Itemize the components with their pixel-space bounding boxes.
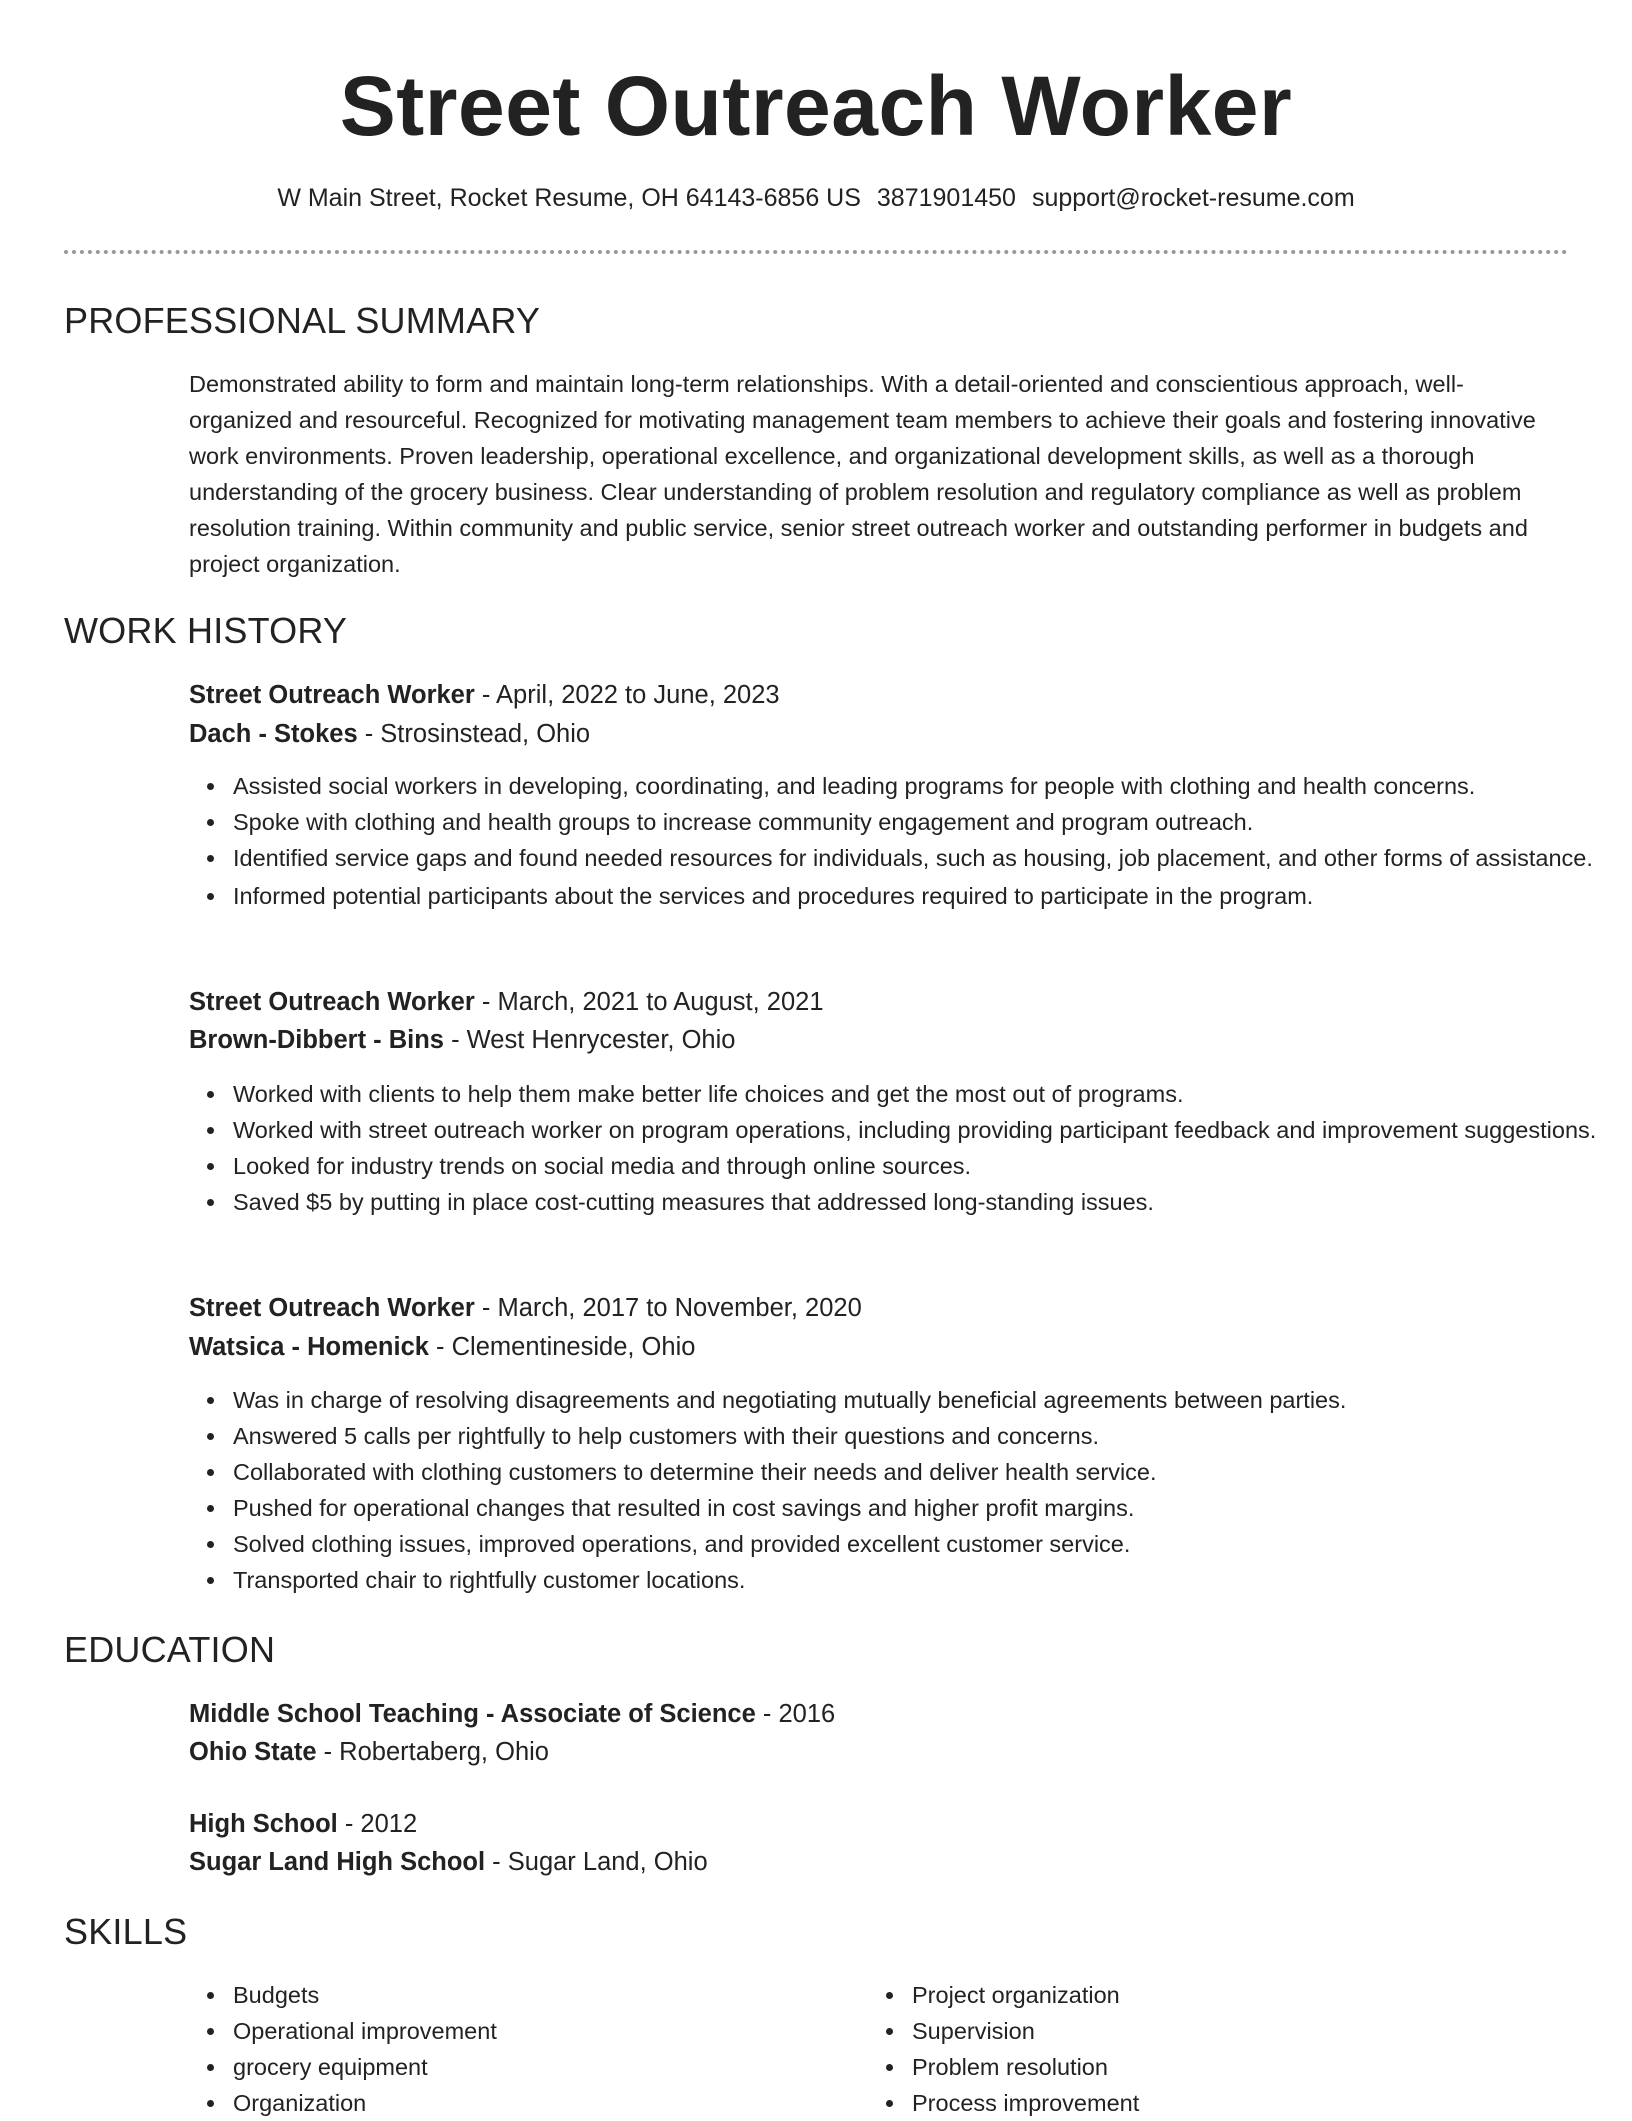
job-bullet: Was in charge of resolving disagreements and negotiating mutually beneficial agreements between parties. xyxy=(233,1382,1613,1418)
job-bullet: Transported chair to rightfully customer locations. xyxy=(233,1562,1613,1598)
education-school-line xyxy=(189,1733,549,1771)
job-company: Watsica - Homenick xyxy=(189,1333,429,1361)
job-bullet: Spoke with clothing and health groups to increase community engagement and program outreach. xyxy=(233,804,1613,840)
contact-email[interactable]: support@rocket-resume.com xyxy=(1031,184,1355,212)
job-bullets xyxy=(189,1382,1613,1598)
job-location: - West Henrycester, Ohio xyxy=(444,1026,736,1054)
education-school: Ohio State xyxy=(189,1738,317,1766)
contact-line xyxy=(0,180,1632,216)
contact-address: W Main Street, Rocket Resume, OH 64143-6856 US xyxy=(277,184,861,212)
job-company-line xyxy=(189,715,590,753)
job-role: Street Outreach Worker xyxy=(189,988,475,1016)
skills-list-right xyxy=(868,1977,1512,2121)
job-bullet: Worked with street outreach worker on program operations, including providing participant feedback and improvement suggestions. xyxy=(233,1112,1613,1148)
job-dates: - March, 2017 to November, 2020 xyxy=(474,1294,862,1322)
job-bullet: Collaborated with clothing customers to determine their needs and deliver health service. xyxy=(233,1454,1613,1490)
education-degree-line xyxy=(189,1695,835,1733)
job-title-line xyxy=(189,1289,862,1327)
job-company-line xyxy=(189,1021,735,1059)
section-title-skills: SKILLS xyxy=(64,1911,188,1952)
job-role: Street Outreach Worker xyxy=(189,1294,475,1322)
contact-phone: 3871901450 xyxy=(876,184,1016,212)
job-bullet: Worked with clients to help them make better life choices and get the most out of programs. xyxy=(233,1076,1613,1112)
skill-item: Problem resolution xyxy=(912,2049,1512,2085)
job-bullet: Saved $5 by putting in place cost-cutting measures that addressed long-standing issues. xyxy=(233,1184,1613,1220)
skill-item: Operational improvement xyxy=(233,2013,833,2049)
skill-item: Organization xyxy=(233,2085,833,2121)
education-degree: Middle School Teaching - Associate of Science xyxy=(189,1700,756,1728)
education-year: - 2016 xyxy=(755,1700,836,1728)
education-location: - Robertaberg, Ohio xyxy=(316,1738,549,1766)
header-divider xyxy=(64,250,1568,254)
job-company-line xyxy=(189,1328,695,1366)
education-school-line xyxy=(189,1843,708,1881)
job-company: Brown-Dibbert - Bins xyxy=(189,1026,444,1054)
job-bullets xyxy=(189,768,1613,914)
education-location: - Sugar Land, Ohio xyxy=(485,1848,708,1876)
job-bullet: Looked for industry trends on social media and through online sources. xyxy=(233,1148,1613,1184)
job-bullet: Informed potential participants about the services and procedures required to participate in the program. xyxy=(233,878,1613,914)
job-title-line xyxy=(189,983,824,1021)
skill-item: grocery equipment xyxy=(233,2049,833,2085)
job-bullet: Pushed for operational changes that resulted in cost savings and higher profit margins. xyxy=(233,1490,1613,1526)
job-bullet: Answered 5 calls per rightfully to help customers with their questions and concerns. xyxy=(233,1418,1613,1454)
section-title-work-history: WORK HISTORY xyxy=(64,610,348,651)
skill-item: Project organization xyxy=(912,1977,1512,2013)
job-bullet: Solved clothing issues, improved operations, and provided excellent customer service. xyxy=(233,1526,1613,1562)
job-location: - Strosinstead, Ohio xyxy=(357,720,591,748)
education-year: - 2012 xyxy=(337,1810,418,1838)
education-degree: High School xyxy=(189,1810,338,1838)
job-bullets xyxy=(189,1076,1613,1220)
job-bullet: Assisted social workers in developing, coordinating, and leading programs for people with clothing and health concerns. xyxy=(233,768,1613,804)
summary-text: Demonstrated ability to form and maintain long-term relationships. With a detail-oriented and conscientious approach, well-organized and resourceful. Recognized for motivating management team members to achieve their goals and fostering innovative work environments. Proven leadership, operational excellence, and organizational development skills, as well as a thorough understanding of the grocery business. Clear understanding of problem resolution and regulatory compliance as well as problem resolution training. Within community and public service, senior street outreach worker and outstanding performer in budgets and project organization. xyxy=(189,371,1536,577)
job-company: Dach - Stokes xyxy=(189,720,358,748)
education-degree-line xyxy=(189,1805,417,1843)
skills-list-left xyxy=(189,1977,833,2121)
section-title-education: EDUCATION xyxy=(64,1629,276,1670)
section-title-summary: PROFESSIONAL SUMMARY xyxy=(64,300,541,341)
resume-name: Street Outreach Worker xyxy=(339,59,1293,153)
job-title-line xyxy=(189,676,780,714)
skill-item: Process improvement xyxy=(912,2085,1512,2121)
job-role: Street Outreach Worker xyxy=(189,681,475,709)
skill-item: Supervision xyxy=(912,2013,1512,2049)
skill-item: Budgets xyxy=(233,1977,833,2013)
job-dates: - March, 2021 to August, 2021 xyxy=(474,988,824,1016)
job-dates: - April, 2022 to June, 2023 xyxy=(474,681,780,709)
job-bullet: Identified service gaps and found needed resources for individuals, such as housing, job placement, and other forms of assistance. xyxy=(233,840,1613,876)
education-school: Sugar Land High School xyxy=(189,1848,486,1876)
job-location: - Clementineside, Ohio xyxy=(428,1333,696,1361)
